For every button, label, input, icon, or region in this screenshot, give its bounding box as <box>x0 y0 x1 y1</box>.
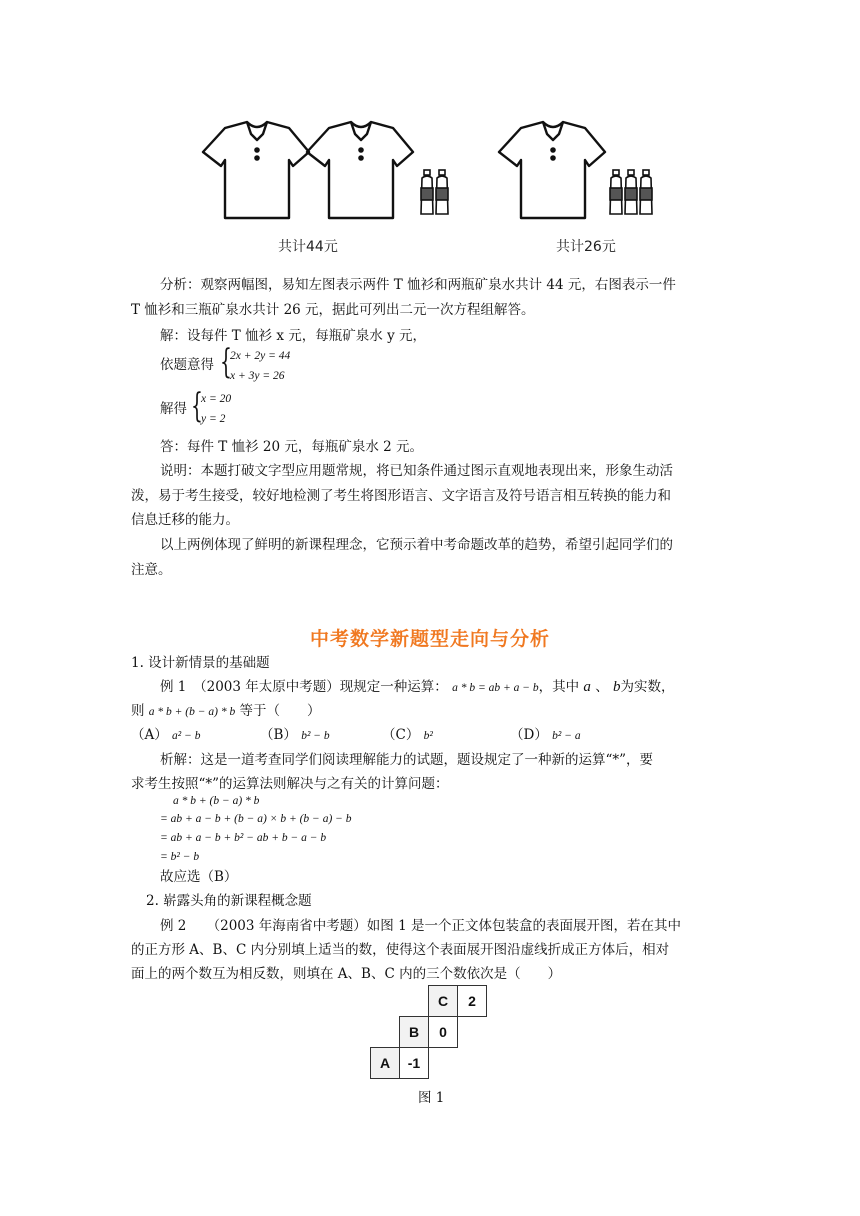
cell-neg1: -1 <box>399 1047 429 1079</box>
cell-a: A <box>370 1047 400 1079</box>
bottle-icon <box>625 170 637 214</box>
equation-1: 2x + 2y = 44 <box>230 350 291 362</box>
tshirt-icon <box>499 122 605 218</box>
section-title: 中考数学新题型走向与分析 <box>310 628 551 650</box>
fold-line <box>457 986 458 1016</box>
tshirt-icon <box>307 122 413 218</box>
example2-line-2: 的正方形 A、B、C 内分别填上适当的数，使得这个表面展开图沿虚线折成正方体后，相对 <box>131 942 670 958</box>
example1-real: 为实数， <box>620 679 675 695</box>
calc-step-4: = b² − b <box>160 851 200 863</box>
solution-brace: { <box>191 386 203 426</box>
calc-step-3: = ab + a − b + b² − ab + b − a − b <box>160 832 327 844</box>
remark-line-2: 泼，易于考生接受，较好地检测了考生将图形语言、文字语言及符号语言相互转换的能力和 <box>131 488 671 504</box>
tshirt-icon <box>203 122 309 218</box>
bottle-icon <box>610 170 622 214</box>
option-c-value: b² <box>423 730 433 742</box>
option-c <box>382 725 433 746</box>
example1-expression: a * b + (b − a) * b <box>148 706 236 718</box>
remark-line-1: 说明：本题打破文字型应用题常规，将已知条件通过图示直观地表现出来，形象生动活 <box>160 463 673 479</box>
caption-left: 共计44元 <box>278 239 338 255</box>
example2-line-3: 面上的两个数互为相反数，则填在 A、B、C 内的三个数依次是（ ） <box>131 966 562 982</box>
separator: 、 <box>595 679 609 695</box>
fold-line <box>399 1048 400 1078</box>
option-c-label: （C） <box>382 727 420 743</box>
answer-line: 答：每件 T 恤衫 20 元，每瓶矿泉水 2 元。 <box>160 439 424 455</box>
solution-y: y = 2 <box>201 413 226 425</box>
option-b-value: b² − b <box>301 730 330 742</box>
part2-heading: 2. 崭露头角的新课程概念题 <box>146 893 312 909</box>
option-a-label: （A） <box>131 727 168 743</box>
equation-2: x + 3y = 26 <box>230 370 285 382</box>
example2-line-1: 例 2 （2003 年海南省中考题）如图 1 是一个正文体包装盒的表面展开图，若在其中 <box>160 918 681 934</box>
tshirt-bottle-illustration <box>185 118 675 226</box>
option-a <box>131 725 201 746</box>
cell-b: B <box>399 1016 429 1048</box>
closing-line-2: 注意。 <box>131 562 172 578</box>
cell-c: C <box>428 985 458 1017</box>
choose-answer: 故应选（B） <box>160 869 238 885</box>
calc-step-1: a * b + (b − a) * b <box>173 795 260 807</box>
option-d <box>510 725 581 746</box>
closing-line-1: 以上两例体现了鲜明的新课程理念，它预示着中考命题改革的趋势，希望引起同学们的 <box>160 537 673 553</box>
solution-label: 解得 <box>160 401 187 417</box>
solution-x: x = 20 <box>201 393 232 405</box>
option-b-label: （B） <box>260 727 297 743</box>
option-b <box>260 725 330 746</box>
example1-where: ，其中 <box>538 679 580 695</box>
cell-2: 2 <box>457 985 487 1017</box>
operation-definition: a * b = ab + a − b <box>452 682 539 694</box>
analysis-line-1: 分析：观察两幅图，易知左图表示两件 T 恤衫和两瓶矿泉水共计 44 元，右图表示一件 <box>160 277 676 293</box>
fold-line <box>428 1017 429 1047</box>
option-d-value: b² − a <box>552 730 581 742</box>
explain-line-2: 求考生按照“*”的运算法则解决与之有关的计算问题： <box>131 776 449 792</box>
calc-step-2: = ab + a − b + (b − a) × b + (b − a) − b <box>160 813 352 825</box>
equation-label: 依题意得 <box>160 357 214 373</box>
part1-heading: 1. 设计新情景的基础题 <box>131 655 270 671</box>
figure1-caption: 图 1 <box>418 1090 445 1106</box>
var-a: a <box>583 679 591 695</box>
remark-line-3: 信息迁移的能力。 <box>131 512 239 528</box>
explain-line-1: 析解：这是一道考查同学们阅读理解能力的试题，题设规定了一种新的运算“*”，要 <box>160 752 654 768</box>
bottle-icon <box>421 170 433 214</box>
bottle-icon <box>640 170 652 214</box>
example1-then: 则 <box>131 703 145 719</box>
example1-intro: 例 1 （2003 年太原中考题）现规定一种运算： <box>160 679 448 695</box>
cell-0: 0 <box>428 1016 458 1048</box>
analysis-line-2: T 恤衫和三瓶矿泉水共计 26 元，据此可列出二元一次方程组解答。 <box>131 302 535 318</box>
solution-intro: 解：设每件 T 恤衫 x 元，每瓶矿泉水 y 元， <box>160 328 426 344</box>
caption-right: 共计26元 <box>556 239 616 255</box>
var-b: b <box>613 679 621 695</box>
bottle-icon <box>436 170 448 214</box>
option-d-label: （D） <box>510 727 548 743</box>
example1-line-1 <box>160 677 675 698</box>
example1-line-2 <box>131 701 321 722</box>
example1-equals: 等于（ ） <box>239 703 321 719</box>
equation-brace: { <box>220 342 232 382</box>
option-a-value: a² − b <box>172 730 201 742</box>
